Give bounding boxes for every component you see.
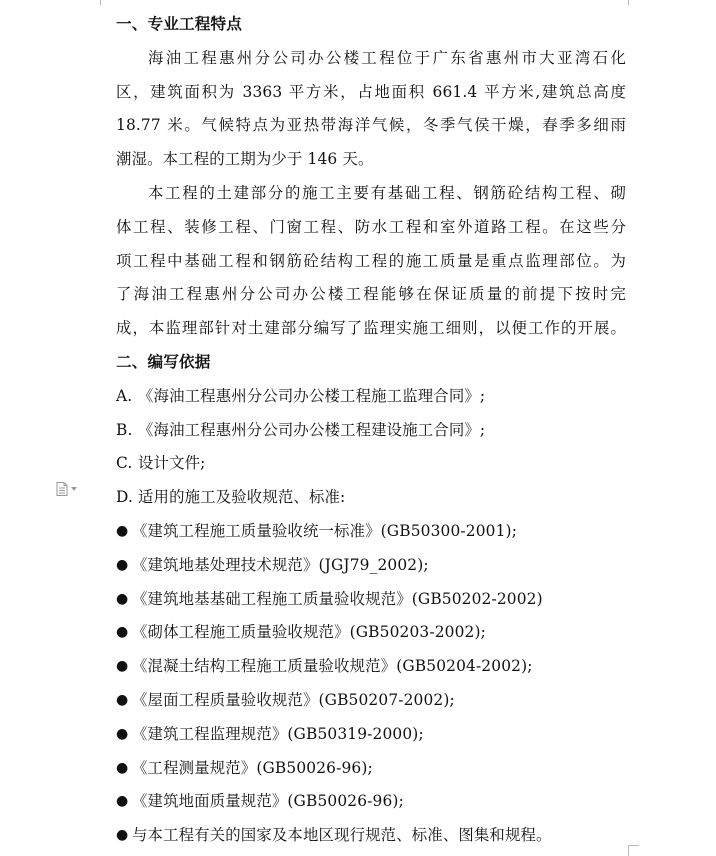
text-line: 海油工程惠州分公司办公楼工程位于广东省惠州市大亚湾石化 bbox=[148, 48, 626, 67]
bullet-icon: ● bbox=[116, 522, 129, 539]
page-corner-mark bbox=[90, 0, 101, 5]
reference-list bbox=[116, 380, 626, 515]
list-item-text: 《海油工程惠州分公司办公楼工程施工监理合同》; bbox=[138, 386, 486, 405]
paragraph-menu-handle[interactable] bbox=[56, 482, 77, 496]
page-corner-mark bbox=[628, 845, 639, 856]
bullet-icon: ● bbox=[116, 691, 129, 708]
list-item-text: 《工程测量规范》(GB50026-96); bbox=[132, 758, 373, 777]
list-item-text: 《建筑工程监理规范》(GB50319-2000); bbox=[132, 724, 424, 743]
list-item bbox=[116, 481, 626, 515]
text-line: 本工程的土建部分的施工主要有基础工程、钢筋砼结构工程、砌 bbox=[148, 183, 626, 202]
list-item bbox=[116, 819, 626, 853]
list-marker: D. bbox=[116, 488, 133, 507]
list-item bbox=[116, 515, 626, 549]
bullet-icon: ● bbox=[116, 827, 129, 844]
list-item-text: 《建筑工程施工质量验收统一标准》(GB50300-2001); bbox=[132, 521, 518, 540]
list-item bbox=[116, 616, 626, 650]
bullet-icon: ● bbox=[116, 759, 129, 776]
text-line: 体工程、装修工程、门窗工程、防水工程和室外道路工程。在这些分 bbox=[116, 217, 626, 236]
paragraph bbox=[116, 42, 626, 177]
list-item-text: 设计文件; bbox=[138, 454, 206, 473]
list-item-text: 与本工程有关的国家及本地区现行规范、标准、图集和规程。 bbox=[132, 826, 552, 845]
list-item-text: 《混凝土结构工程施工质量验收规范》(GB50204-2002); bbox=[132, 657, 533, 676]
list-item bbox=[116, 380, 626, 414]
document-icon bbox=[56, 482, 68, 496]
list-item bbox=[116, 447, 626, 481]
list-item-text: 《建筑地基基础工程施工质量验收规范》(GB50202-2002) bbox=[132, 589, 543, 608]
text-line: 潮湿。本工程的工期为少于 146 天。 bbox=[116, 150, 374, 169]
bullet-icon: ● bbox=[116, 556, 129, 573]
chevron-down-icon bbox=[71, 487, 77, 491]
document-body[interactable] bbox=[116, 8, 626, 853]
text-line: 成，本监理部针对土建部分编写了监理实施工细则，以便工作的开展。 bbox=[116, 319, 626, 338]
list-item-text: 《屋面工程质量验收规范》(GB50207-2002); bbox=[132, 690, 455, 709]
list-item bbox=[116, 785, 626, 819]
text-line: 18.77 米。气候特点为亚热带海洋气候，冬季气侯干燥，春季多细雨 bbox=[116, 116, 626, 135]
text-line: 区，建筑面积为 3363 平方米，占地面积 661.4 平方米,建筑总高度 bbox=[116, 82, 626, 101]
list-item bbox=[116, 414, 626, 448]
bullet-icon: ● bbox=[116, 590, 129, 607]
list-item-text: 《建筑地基处理技术规范》(JGJ79_2002); bbox=[132, 555, 429, 574]
list-item bbox=[116, 752, 626, 786]
list-item-text: 《砌体工程施工质量验收规范》(GB50203-2002); bbox=[132, 623, 486, 642]
list-item-text: 适用的施工及验收规范、标准: bbox=[138, 488, 346, 507]
list-item bbox=[116, 718, 626, 752]
bullet-icon: ● bbox=[116, 793, 129, 810]
paragraph bbox=[116, 177, 626, 346]
text-line: 项工程中基础工程和钢筋砼结构工程的施工质量是重点监理部位。为 bbox=[116, 251, 626, 270]
section-heading: 一、专业工程特点 bbox=[116, 15, 242, 33]
list-item bbox=[116, 684, 626, 718]
list-item-text: 《建筑地面质量规范》(GB50026-96); bbox=[132, 792, 404, 811]
list-marker: A. bbox=[116, 386, 133, 405]
list-item bbox=[116, 650, 626, 684]
list-item-text: 《海油工程惠州分公司办公楼工程建设施工合同》; bbox=[138, 420, 486, 439]
standards-list bbox=[116, 515, 626, 853]
page-corner-mark bbox=[628, 0, 639, 5]
bullet-icon: ● bbox=[116, 624, 129, 641]
text-line: 了海油工程惠州分公司办公楼工程能够在保证质量的前提下按时完 bbox=[116, 285, 626, 304]
list-marker: B. bbox=[116, 420, 133, 439]
list-marker: C. bbox=[116, 454, 133, 473]
list-item bbox=[116, 583, 626, 617]
bullet-icon: ● bbox=[116, 725, 129, 742]
section-heading: 二、编写依据 bbox=[116, 352, 211, 371]
bullet-icon: ● bbox=[116, 658, 129, 675]
list-item bbox=[116, 549, 626, 583]
